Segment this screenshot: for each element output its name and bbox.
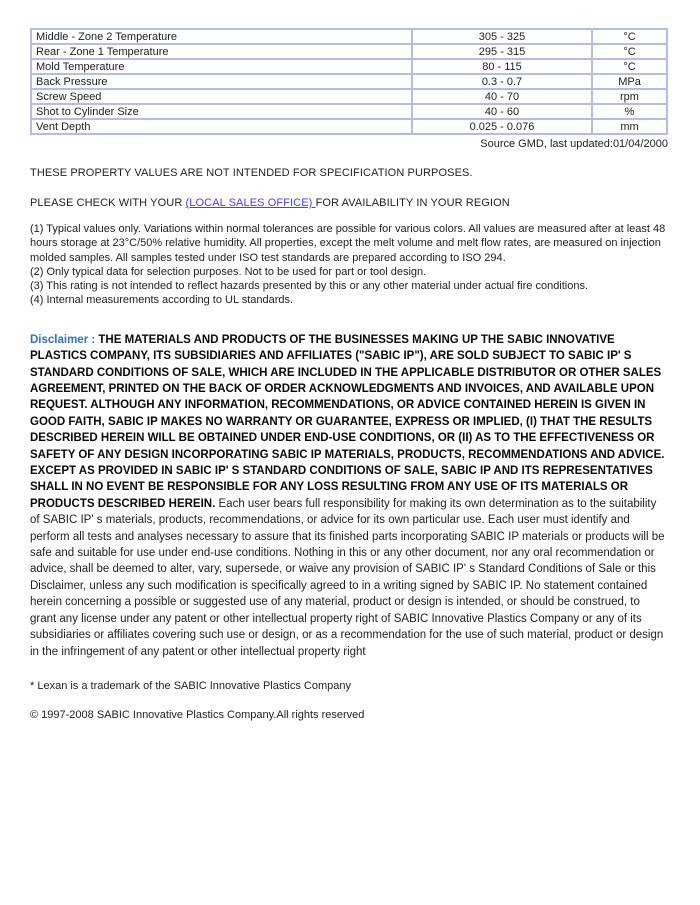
copyright-note: © 1997-2008 SABIC Innovative Plastics Company.All rights reserved [30, 708, 365, 721]
table-row [31, 119, 667, 134]
value-cell: 305 - 325 [412, 29, 592, 44]
spec-purpose-statement: THESE PROPERTY VALUES ARE NOT INTENDED FOR SPECIFICATION PURPOSES. [30, 167, 473, 179]
unit-cell: MPa [592, 74, 667, 89]
disclaimer-label: Disclaimer : [30, 333, 99, 346]
disclaimer-bold-text: THE MATERIALS AND PRODUCTS OF THE BUSINESSES MAKING UP THE SABIC INNOVATIVE PLASTICS COMPANY, ITS SUBSIDIARIES AND AFFILIATES ("SABIC IP"), ARE SOLD SUBJECT TO SABIC IP' S STANDARD CONDITIONS OF SALE, WHICH ARE INCLUDED IN THE APPLICABLE DISTRIBUTOR OR OTHER SALES AGREEMENT, PRINTED ON THE BACK OF ORDER ACKNOWLEDGMENTS AND INVOICES, AND AVAILABLE UPON REQUEST. ALTHOUGH ANY INFORMATION, RECOMMENDATIONS, OR ADVICE CONTAINED HEREIN IS GIVEN IN GOOD FAITH, SABIC IP MAKES NO WARRANTY OR GUARANTEE, EXPRESS OR IMPLIED, (I) THAT THE RESULTS DESCRIBED HEREIN WILL BE OBTAINED UNDER END-USE CONDITIONS, OR (II) AS TO THE EFFECTIVENESS OR SAFETY OF ANY DESIGN INCORPORATING SABIC IP MATERIALS, PRODUCTS, RECOMMENDATIONS AND ADVICE. EXCEPT AS PROVIDED IN SABIC IP' S STANDARD CONDITIONS OF SALE, SABIC IP AND ITS REPRESENTATIVES SHALL IN NO EVENT BE RESPONSIBLE FOR ANY LOSS RESULTING FROM ANY USE OF ITS MATERIALS OR PRODUCTS DESCRIBED HEREIN. [30, 333, 665, 510]
value-cell: 40 - 70 [412, 89, 592, 104]
unit-cell: % [592, 104, 667, 119]
table-row [31, 44, 667, 59]
property-cell: Vent Depth [31, 119, 412, 134]
availability-statement [30, 197, 668, 209]
unit-cell: °C [592, 59, 667, 74]
table-row [31, 74, 667, 89]
table-row [31, 59, 667, 74]
table-row [31, 104, 667, 119]
unit-cell: °C [592, 44, 667, 59]
disclaimer-regular-text: Each user bears full responsibility for making its own determination as to the suitability of SABIC IP' s materials, products, recommendations, or advice for its own particular use. Each user must identify and perform all tests and analyses necessary to assure that its finished parts incorporating SABIC IP materials or products will be safe and suitable for use under end-use conditions. Nothing in this or any other document, nor any oral recommendation or advice, shall be deemed to alter, vary, supersede, or waive any provision of SABIC IP' s Standard Conditions of Sale or this Disclaimer, unless any such modification is specifically agreed to in a writing signed by SABIC IP. No statement contained herein concerning a possible or suggested use of any material, product or design is intended, or should be construed, to grant any license under any patent or other intellectual property right of SABIC Innovative Plastics Company or any of its subsidiaries or affiliates covering such use or design, or as a recommendation for the use of such material, product or design in the infringement of any patent or other intellectual property right [30, 497, 665, 658]
unit-cell: rpm [592, 89, 667, 104]
property-cell: Back Pressure [31, 74, 412, 89]
processing-conditions-table [30, 28, 668, 135]
note-item: (4) Internal measurements according to UL standards. [30, 294, 294, 307]
table-row [31, 89, 667, 104]
source-note: Source GMD, last updated:01/04/2000 [480, 138, 668, 150]
unit-cell: °C [592, 29, 667, 44]
disclaimer-paragraph [30, 332, 668, 660]
value-cell: 0.025 - 0.076 [412, 119, 592, 134]
property-cell: Shot to Cylinder Size [31, 104, 412, 119]
value-cell: 80 - 115 [412, 59, 592, 74]
value-cell: 0.3 - 0.7 [412, 74, 592, 89]
value-cell: 295 - 315 [412, 44, 592, 59]
notes-list [30, 222, 668, 308]
property-cell: Mold Temperature [31, 59, 412, 74]
note-item: (1) Typical values only. Variations within normal tolerances are possible for various colors. All values are measured after at least 48 hours storage at 23°C/50% relative humidity. All properties, except the melt volume and melt flow rates, are measured on injection molded samples. All samples tested under ISO test standards are prepared according to ISO 294. [30, 223, 666, 264]
table-row [31, 29, 667, 44]
note-item: (3) This rating is not intended to reflect hazards presented by this or any other material under actual fire conditions. [30, 280, 589, 293]
unit-cell: mm [592, 119, 667, 134]
availability-suffix: FOR AVAILABILITY IN YOUR REGION [315, 197, 510, 209]
note-item: (2) Only typical data for selection purposes. Not to be used for part or tool design. [30, 265, 427, 278]
availability-prefix: PLEASE CHECK WITH YOUR [30, 197, 186, 209]
property-cell: Rear - Zone 1 Temperature [31, 44, 412, 59]
process-table-body [31, 29, 667, 134]
property-cell: Screw Speed [31, 89, 412, 104]
trademark-note: * Lexan is a trademark of the SABIC Innovative Plastics Company [30, 679, 351, 692]
property-cell: Middle - Zone 2 Temperature [31, 29, 412, 44]
local-sales-office-link[interactable]: (LOCAL SALES OFFICE) [185, 197, 316, 209]
value-cell: 40 - 60 [412, 104, 592, 119]
